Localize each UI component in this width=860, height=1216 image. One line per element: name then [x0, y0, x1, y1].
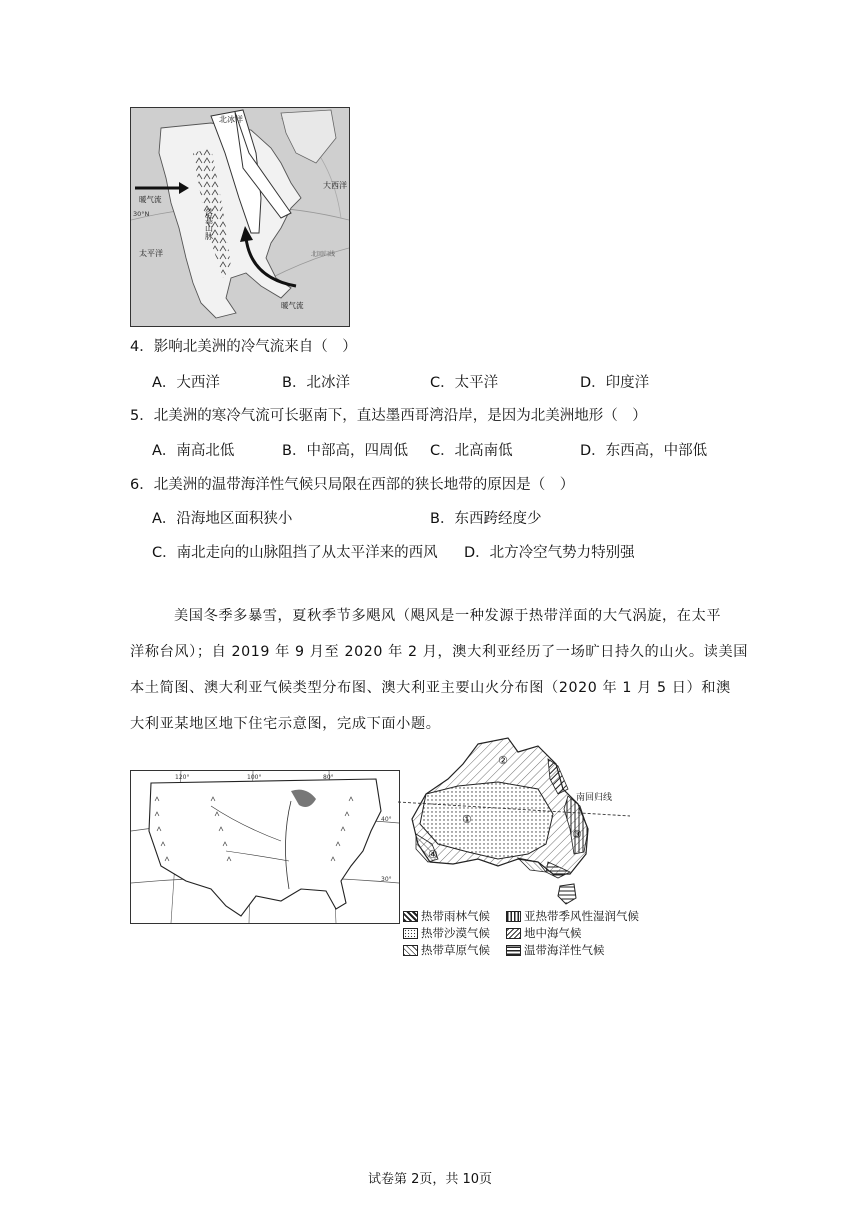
us-mainland-map [130, 770, 400, 924]
q4-option-b[interactable]: B．北冰洋 [282, 375, 350, 391]
australia-map-svg [398, 734, 638, 910]
region-2: ② [498, 754, 508, 767]
us-lon-100: 100° [247, 774, 262, 781]
north-america-map-svg [131, 108, 349, 326]
q6-option-c[interactable]: C．南北走向的山脉阻挡了从太平洋来的西风 [152, 545, 438, 561]
q6-option-a[interactable]: A．沿海地区面积狭小 [152, 511, 293, 527]
climate-legend [403, 908, 663, 959]
q6-option-d[interactable]: D．北方冷空气势力特别强 [464, 545, 635, 561]
label-tropic: 北回归线 [311, 251, 336, 258]
legend-label-desert: 热带沙漠气候 [421, 926, 490, 940]
legend-item-desert [403, 925, 506, 942]
legend-item-temperate [506, 942, 605, 959]
us-lat-30: 30° [381, 876, 392, 883]
legend-item-rainforest [403, 908, 506, 925]
question-4-stem: 4．影响北美洲的冷气流来自（ ） [130, 339, 357, 355]
region-4: ④ [428, 848, 438, 861]
q5-option-c[interactable]: C．北高南低 [430, 443, 513, 459]
passage-line-4: 大利亚某地区地下住宅示意图，完成下面小题。 [130, 716, 441, 732]
legend-label-rainforest: 热带雨林气候 [421, 909, 490, 923]
legend-label-temperate: 温带海洋性气候 [524, 943, 605, 957]
label-rocky: 落基山脉 [204, 208, 214, 240]
label-pacific: 太平洋 [139, 249, 163, 258]
question-5-stem: 5．北美洲的寒冷气流可长驱南下，直达墨西哥湾沿岸，是因为北美洲地形（ ） [130, 408, 647, 424]
tropic-label: 南回归线 [576, 793, 613, 803]
region-3: ③ [572, 828, 582, 841]
label-warm-left: 暖气流 [139, 195, 162, 204]
legend-item-subtropical [506, 908, 639, 925]
q4-option-a[interactable]: A．大西洋 [152, 375, 220, 391]
region-1: ① [462, 813, 472, 826]
legend-label-savanna: 热带草原气候 [421, 943, 490, 957]
passage-line-1: 美国冬季多暴雪，夏秋季节多飓风（飓风是一种发源于热带洋面的大气涡旋，在太平 [174, 608, 722, 624]
label-warm-bottom: 暖气流 [281, 301, 304, 310]
us-outline [149, 779, 381, 916]
label-arctic: 北冰洋 [219, 115, 243, 124]
legend-swatch-desert [403, 928, 418, 939]
q6-option-b[interactable]: B．东西跨经度少 [430, 511, 542, 527]
legend-label-subtropical: 亚热带季风性湿润气候 [524, 909, 639, 923]
us-lon-80: 80° [323, 774, 334, 781]
passage-line-3: 本土简图、澳大利亚气候类型分布图、澳大利亚主要山火分布图（2020 年 1 月 5 日）和澳 [130, 680, 731, 696]
us-lon-120: 120° [175, 774, 190, 781]
legend-item-savanna [403, 942, 506, 959]
legend-label-mediterranean: 地中海气候 [524, 926, 582, 940]
q5-option-a[interactable]: A．南高北低 [152, 443, 235, 459]
label-atlantic: 大西洋 [323, 181, 347, 190]
page-footer: 试卷第 2页，共 10页 [367, 1172, 493, 1187]
australia-climate-map [398, 734, 638, 910]
label-lat30: 30°N [133, 210, 150, 218]
legend-item-mediterranean [506, 925, 582, 942]
question-6-stem: 6．北美洲的温带海洋性气候只局限在西部的狭长地带的原因是（ ） [130, 477, 575, 493]
legend-swatch-rainforest [403, 911, 418, 922]
q4-option-c[interactable]: C．太平洋 [430, 375, 499, 391]
us-lat-40: 40° [381, 816, 392, 823]
q5-option-b[interactable]: B．中部高，四周低 [282, 443, 408, 459]
us-map-svg [131, 771, 399, 923]
legend-swatch-savanna [403, 945, 418, 956]
legend-swatch-mediterranean [506, 928, 521, 939]
q5-option-d[interactable]: D．东西高，中部低 [580, 443, 708, 459]
legend-swatch-temperate [506, 945, 521, 956]
tasmania [558, 884, 576, 904]
north-america-airflow-map [130, 107, 350, 327]
q4-option-d[interactable]: D．印度洋 [580, 375, 650, 391]
passage-line-2: 洋称台风）；自 2019 年 9 月至 2020 年 2 月，澳大利亚经历了一场旷日持久的山火。读美国 [130, 644, 749, 660]
legend-swatch-subtropical [506, 911, 521, 922]
